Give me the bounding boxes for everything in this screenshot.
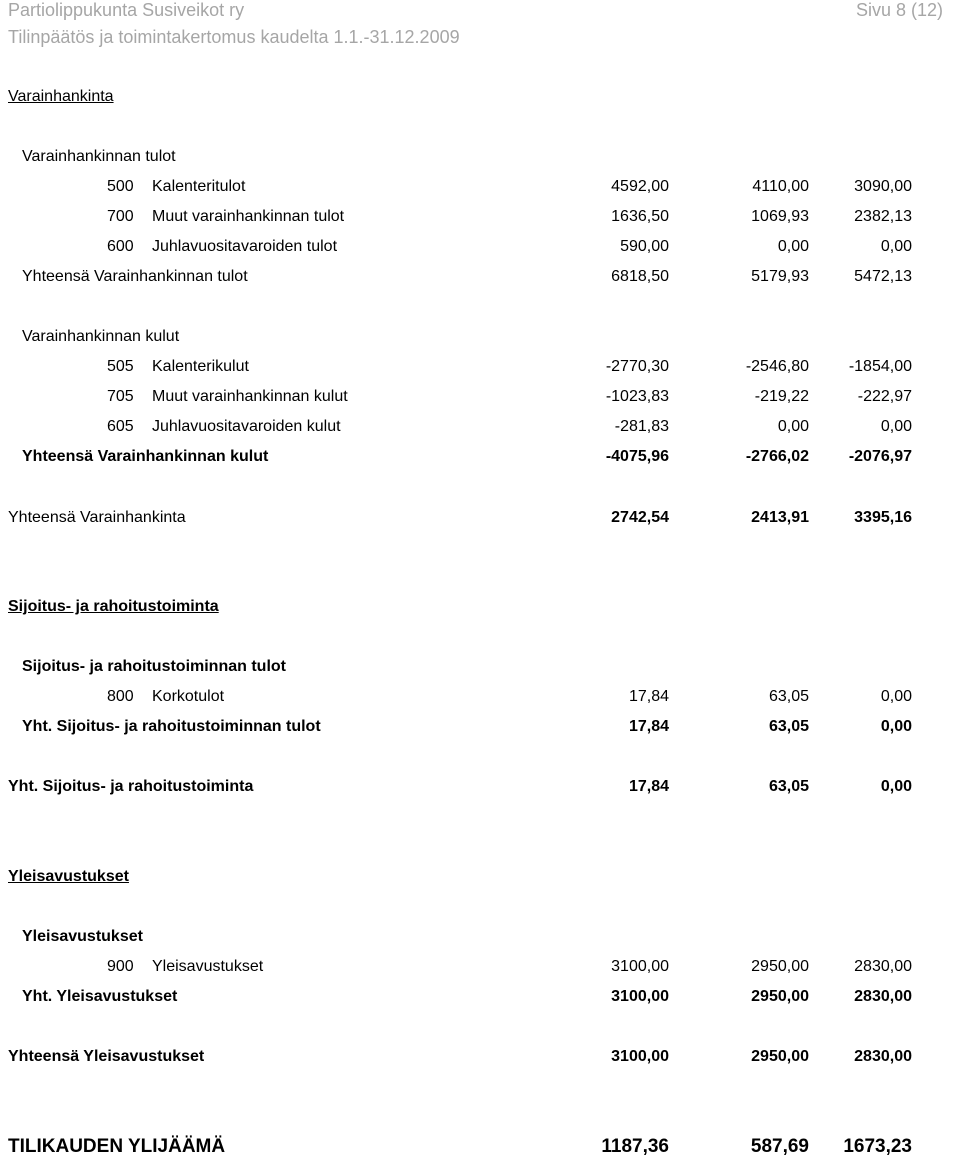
section-title: Sijoitus- ja rahoitustoiminta [8,598,219,615]
value-col-2: 0,00 [777,418,809,435]
value-col-1: 590,00 [620,238,669,255]
value-col-3: -222,97 [857,388,912,405]
value-col-1: 3100,00 [611,1048,669,1065]
account-row [0,682,960,712]
subtotal-label: Yhteensä Varainhankinnan kulut [22,448,269,465]
section-heading-fundraising [0,82,960,112]
account-name: Juhlavuositavaroiden tulot [152,238,338,255]
value-col-1: 3100,00 [611,988,669,1005]
value-col-1: 6818,50 [611,268,669,285]
section-title: Varainhankinta [8,88,114,105]
value-col-3: 1673,23 [843,1136,912,1157]
value-col-3: 0,00 [880,688,912,705]
section-total-label: Yhteensä Yleisavustukset [8,1048,205,1065]
value-col-3: 2830,00 [854,1048,912,1065]
value-col-2: -2766,02 [745,448,809,465]
value-col-3: -2076,97 [848,448,912,465]
subsection-heading-fundraising-income [0,142,960,172]
subtotal-label: Yht. Sijoitus- ja rahoitustoiminnan tulot [22,718,321,735]
account-row [0,952,960,982]
value-col-1: 2742,54 [611,509,669,526]
value-col-1: -2770,30 [605,358,669,375]
value-col-1: -281,83 [614,418,669,435]
value-col-3: 2382,13 [854,208,912,225]
subtotal-label: Yhteensä Varainhankinnan tulot [22,268,248,285]
subsection-title: Yleisavustukset [22,928,143,945]
value-col-3: 3395,16 [854,509,912,526]
page-number: Sivu 8 (12) [855,0,943,20]
value-col-3: 3090,00 [854,178,912,195]
result-label: TILIKAUDEN YLIJÄÄMÄ [8,1136,226,1157]
account-name: Juhlavuositavaroiden kulut [152,418,341,435]
section-total-label: Yht. Sijoitus- ja rahoitustoiminta [8,778,254,795]
value-col-2: 1069,93 [751,208,809,225]
value-col-2: 63,05 [768,778,809,795]
value-col-2: 0,00 [777,238,809,255]
value-col-2: 2950,00 [751,1048,809,1065]
report-subtitle: Tilinpäätös ja toimintakertomus kaudelta 1.1.-31.12.2009 [8,27,460,47]
section-total-row [0,772,960,802]
account-row [0,202,960,232]
value-col-1: -4075,96 [605,448,669,465]
account-row [0,172,960,202]
value-col-2: 63,05 [768,688,809,705]
value-col-3: -1854,00 [848,358,912,375]
value-col-1: 3100,00 [611,958,669,975]
value-col-2: 2413,91 [751,509,809,526]
value-col-1: 1636,50 [611,208,669,225]
value-col-2: -219,22 [754,388,809,405]
value-col-1: 17,84 [628,688,669,705]
value-col-2: 2950,00 [751,958,809,975]
section-total-row [0,1042,960,1072]
value-col-1: -1023,83 [605,388,669,405]
section-heading-investment [0,592,960,622]
section-total-label: Yhteensä Varainhankinta [8,509,186,526]
account-number: 900 [107,958,134,975]
result-row [0,1132,960,1162]
value-col-2: 2950,00 [751,988,809,1005]
value-col-1: 17,84 [628,778,669,795]
value-col-3: 0,00 [880,778,912,795]
subtotal-row [0,442,960,472]
account-number: 800 [107,688,134,705]
value-col-2: 4110,00 [752,178,809,195]
account-number: 700 [107,208,134,225]
account-row [0,232,960,262]
account-name: Kalenterikulut [152,358,249,375]
account-row [0,412,960,442]
section-title: Yleisavustukset [8,868,129,885]
value-col-1: 1187,36 [601,1136,669,1157]
value-col-1: 17,84 [628,718,669,735]
section-heading-grants [0,862,960,892]
value-col-2: 5179,93 [751,268,809,285]
value-col-2: -2546,80 [745,358,809,375]
subtotal-row [0,262,960,292]
section-total-row [0,503,960,533]
value-col-3: 0,00 [880,238,912,255]
account-name: Korkotulot [152,688,225,705]
subsection-heading-fundraising-costs [0,322,960,352]
account-number: 600 [107,238,134,255]
account-row [0,382,960,412]
value-col-2: 587,69 [750,1136,809,1157]
value-col-3: 5472,13 [854,268,912,285]
value-col-3: 0,00 [880,718,912,735]
subsection-heading-grants [0,922,960,952]
account-name: Yleisavustukset [152,958,264,975]
account-name: Muut varainhankinnan kulut [152,388,348,405]
value-col-3: 2830,00 [854,958,912,975]
account-number: 500 [107,178,134,195]
subtotal-row [0,982,960,1012]
org-name: Partiolippukunta Susiveikot ry [8,0,245,20]
account-number: 605 [107,418,134,435]
value-col-2: 63,05 [768,718,809,735]
account-number: 505 [107,358,134,375]
subtotal-row [0,712,960,742]
account-row [0,352,960,382]
account-name: Kalenteritulot [152,178,246,195]
account-name: Muut varainhankinnan tulot [152,208,345,225]
subsection-title: Varainhankinnan tulot [22,148,176,165]
value-col-1: 4592,00 [611,178,669,195]
subsection-heading-investment-income [0,652,960,682]
value-col-3: 2830,00 [854,988,912,1005]
account-number: 705 [107,388,134,405]
subtotal-label: Yht. Yleisavustukset [22,988,178,1005]
value-col-3: 0,00 [880,418,912,435]
subsection-title: Varainhankinnan kulut [22,328,180,345]
subsection-title: Sijoitus- ja rahoitustoiminnan tulot [22,658,286,675]
